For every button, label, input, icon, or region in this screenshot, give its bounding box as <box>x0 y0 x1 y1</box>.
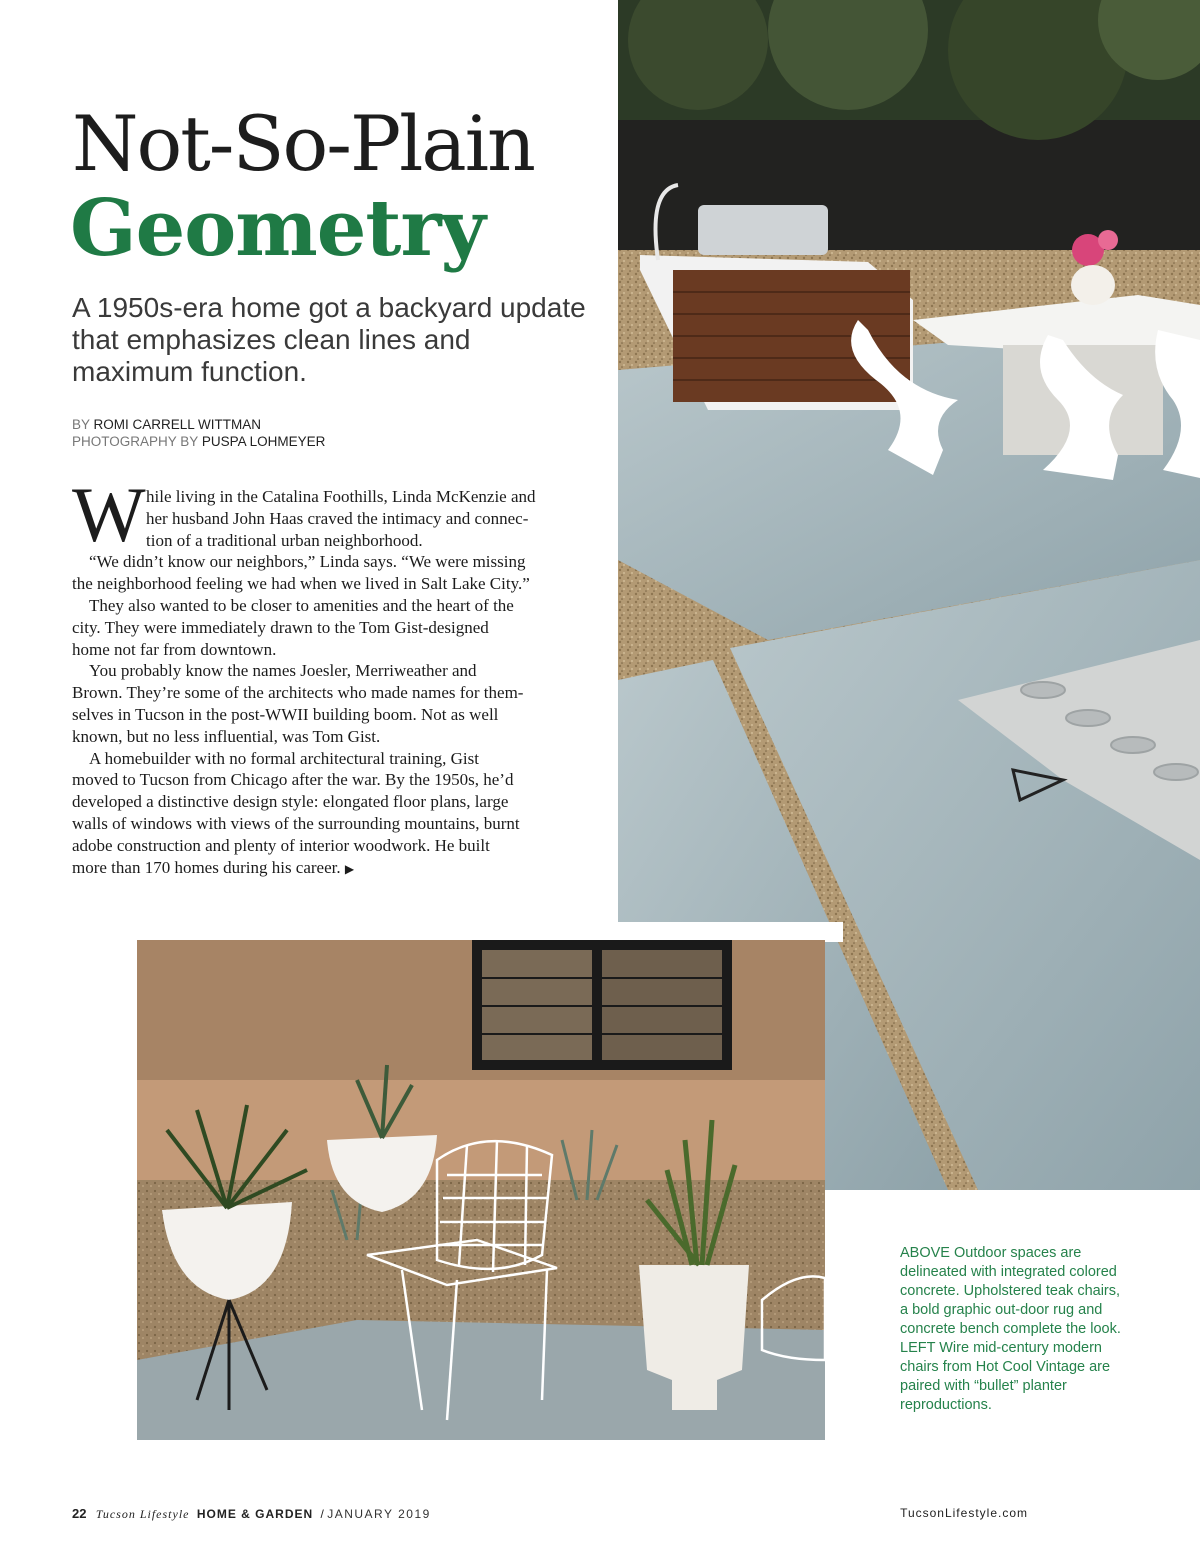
body-line: her husband John Haas craved the intimacy and connec- <box>146 508 529 528</box>
body-line-last <box>72 857 588 881</box>
planter-photo <box>137 940 825 1440</box>
continue-arrow-icon: ▶ <box>344 861 355 876</box>
magazine-name: Tucson Lifestyle <box>95 1507 190 1521</box>
body-line: selves in Tucson in the post-WWII building boom. Not as well <box>72 704 499 724</box>
caption-above-label: ABOVE <box>900 1245 950 1261</box>
body-line: known, but no less influential, was Tom Gist. <box>72 726 381 746</box>
body-line: the neighborhood feeling we had when we lived in Salt Lake City.” <box>72 574 530 594</box>
body-line: A homebuilder with no formal architectural training, Gist <box>89 748 479 768</box>
issue-date: JANUARY 2019 <box>327 1507 431 1521</box>
footer-separator: / <box>320 1507 324 1521</box>
body-line: adobe construction and plenty of interior woodwork. He built <box>72 835 490 855</box>
byline-author: ROMI CARRELL WITTMAN <box>93 417 262 432</box>
caption-left <box>900 1339 1130 1415</box>
subtitle: A 1950s-era home got a backyard update that emphasizes clean lines and maximum function. <box>72 292 586 387</box>
body-line: “We didn’t know our neighbors,” Linda says. “We were missing <box>89 552 526 572</box>
page-number: 22 <box>72 1506 87 1521</box>
title-line-2: Geometry <box>70 183 485 274</box>
planter-photo-illustration <box>137 940 825 1440</box>
body-line: tion of a traditional urban neighborhood. <box>146 530 423 550</box>
body-line: home not far from downtown. <box>72 639 277 659</box>
website-url: TucsonLifestyle.com <box>900 1506 1028 1520</box>
body-line: walls of windows with views of the surrounding mountains, burnt <box>72 813 520 833</box>
body-line: Brown. They’re some of the architects who made names for them- <box>72 683 524 703</box>
caption-left-text: Wire mid-century modern chairs from Hot Cool Vintage are paired with “bullet” planter reproductions. <box>900 1340 1111 1413</box>
body-line: You probably know the names Joesler, Merriweather and <box>89 661 477 681</box>
caption-left-label: LEFT <box>900 1340 936 1356</box>
caption-above <box>900 1244 1130 1339</box>
photo-credit-prefix: PHOTOGRAPHY BY <box>72 434 199 449</box>
page-footer <box>72 1506 431 1522</box>
body-line: moved to Tucson from Chicago after the war. By the 1950s, he’d <box>72 770 514 790</box>
drop-cap: W <box>72 471 146 558</box>
photo-gutter <box>618 922 843 942</box>
title-line-1: Not-So-Plain <box>72 99 534 188</box>
photo-credit <box>72 433 325 450</box>
body-line: hile living in the Catalina Foothills, Linda McKenzie and <box>146 487 536 506</box>
article-body <box>72 486 588 880</box>
body-line: city. They were immediately drawn to the Tom Gist-designed <box>72 617 489 637</box>
body-line: developed a distinctive design style: elongated floor plans, large <box>72 792 509 812</box>
photo-caption <box>900 1244 1130 1415</box>
section-name: HOME & GARDEN <box>196 1507 314 1521</box>
caption-above-text: Outdoor spaces are delineated with integrated colored concrete. Upholstered teak chairs, a bold graphic out-door rug and concrete bench complete the look. <box>900 1245 1121 1337</box>
body-line-text: more than 170 homes during his career. <box>72 857 341 877</box>
photo-credit-name: PUSPA LOHMEYER <box>201 434 326 449</box>
byline-prefix: BY <box>72 417 90 432</box>
body-line: They also wanted to be closer to amenities and the heart of the <box>89 595 514 615</box>
byline <box>72 416 261 433</box>
